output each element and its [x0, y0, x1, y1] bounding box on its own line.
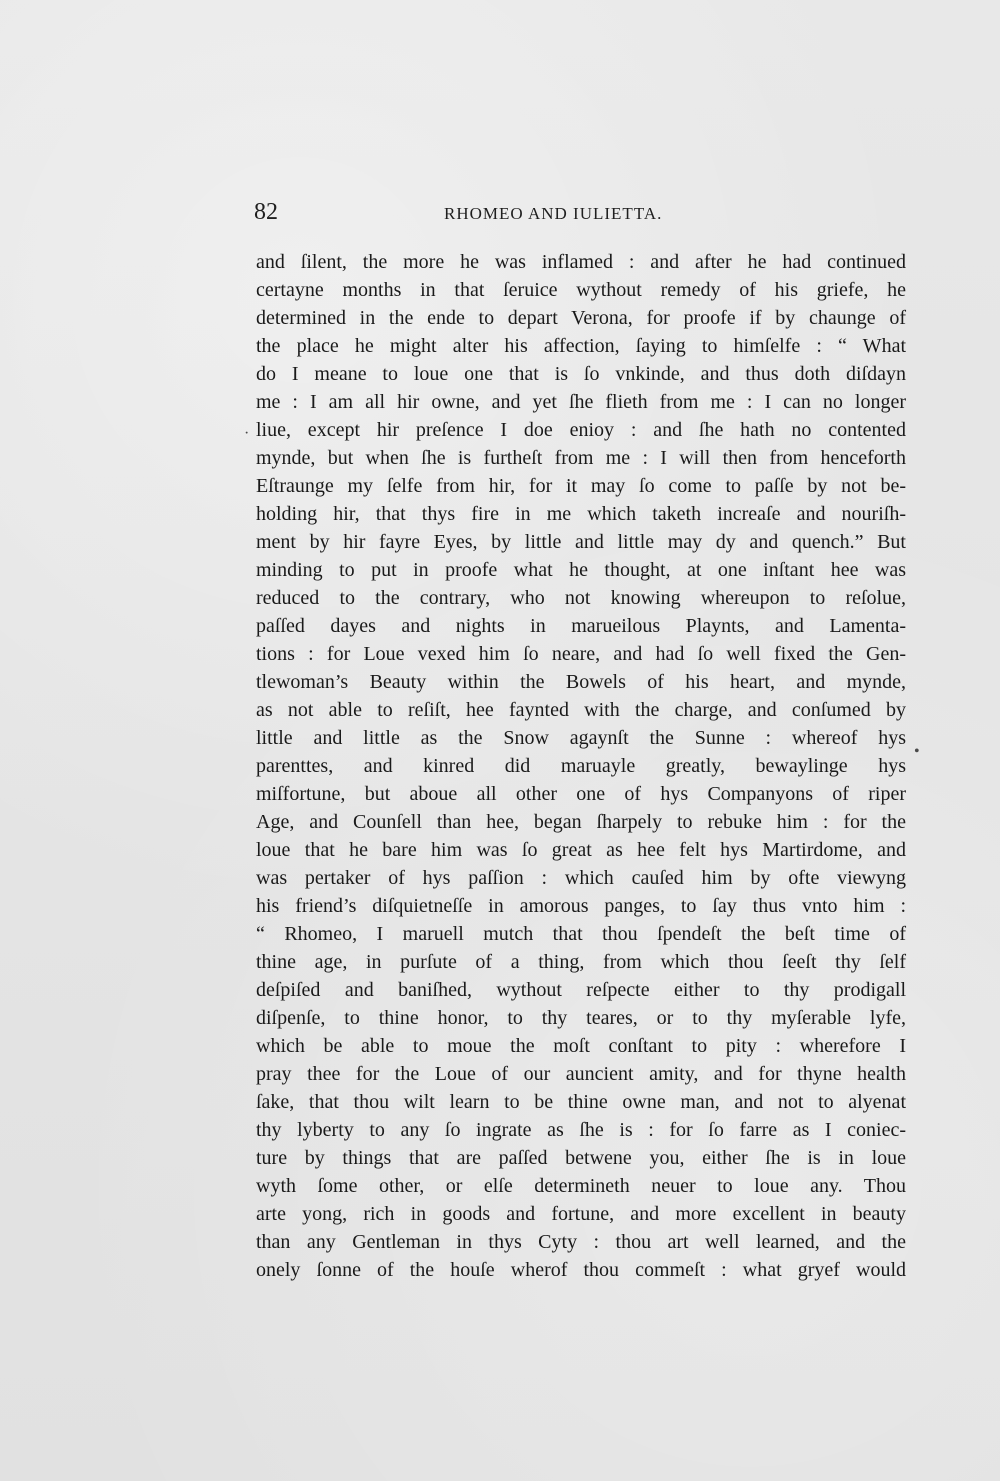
text-line: Age, and Counſell than hee, began ſharpely to rebuke him : for the: [256, 811, 906, 833]
text-line: parenttes, and kinred did maruayle greatly, bewaylinge hys: [256, 755, 906, 777]
text-line: than any Gentleman in thys Cyty : thou art well learned, and the: [256, 1231, 906, 1253]
text-line: tions : for Loue vexed him ſo neare, and had ſo well fixed the Gen-: [256, 643, 906, 665]
running-head: RHOMEO AND IULIETTA.: [444, 204, 663, 223]
text-line: arte yong, rich in goods and fortune, and more excellent in beauty: [256, 1203, 906, 1225]
text-line: miſfortune, but aboue all other one of hys Companyons of riper: [256, 783, 906, 805]
text-line: liue, except hir preſence I doe enioy : and ſhe hath no contented: [256, 419, 906, 441]
text-line: diſpenſe, to thine honor, to thy teares, or to thy myſerable lyfe,: [256, 1007, 906, 1029]
text-line: the place he might alter his affection, ſaying to himſelfe : “ What: [256, 335, 906, 357]
text-line: mynde, but when ſhe is furtheſt from me : I will then from henceforth: [256, 447, 906, 469]
text-line: determined in the ende to depart Verona, for proofe if by chaunge of: [256, 307, 906, 329]
text-line: which be able to moue the moſt conſtant to pity : wherefore I: [256, 1035, 906, 1057]
text-line: me : I am all hir owne, and yet ſhe flieth from me : I can no longer: [256, 391, 906, 413]
text-line: “ Rhomeo, I maruell mutch that thou ſpendeſt the beſt time of: [256, 923, 906, 945]
text-line: thine age, in purſute of a thing, from which thou ſeeſt thy ſelf: [256, 951, 906, 973]
text-line: thy lyberty to any ſo ingrate as ſhe is : for ſo farre as I coniec-: [256, 1119, 906, 1141]
text-line: onely ſonne of the houſe wherof thou commeſt : what gryef would: [256, 1259, 906, 1281]
text-line: loue that he bare him was ſo great as hee felt hys Martirdome, and: [256, 839, 906, 861]
text-line: Eſtraunge my ſelfe from hir, for it may ſo come to paſſe by not be-: [256, 475, 906, 497]
text-line: little and little as the Snow agaynſt the Sunne : whereof hys: [256, 727, 906, 749]
text-line: tlewoman’s Beauty within the Bowels of his heart, and mynde,: [256, 671, 906, 693]
body-text: [256, 248, 906, 1318]
text-line: and ſilent, the more he was inflamed : and after he had continued: [256, 251, 906, 273]
text-line: pray thee for the Loue of our auncient amity, and for thyne health: [256, 1063, 906, 1085]
text-line: ment by hir fayre Eyes, by little and little may dy and quench.” But: [256, 531, 906, 553]
text-line: paſſed dayes and nights in marueilous Playnts, and Lamenta-: [256, 615, 906, 637]
page-number: 82: [254, 199, 278, 225]
text-line: ture by things that are paſſed betwene you, either ſhe is in loue: [256, 1147, 906, 1169]
text-line: certayne months in that ſeruice wythout remedy of his griefe, he: [256, 279, 906, 301]
text-line: holding hir, that thys fire in me which taketh increaſe and nouriſh-: [256, 503, 906, 525]
text-line: ſake, that thou wilt learn to be thine owne man, and not to alyenat: [256, 1091, 906, 1113]
text-line: deſpiſed and baniſhed, wythout reſpecte either to thy prodigall: [256, 979, 906, 1001]
right-margin-mark: •: [914, 743, 920, 760]
text-line: was pertaker of hys paſſion : which cauſed him by ofte viewyng: [256, 867, 906, 889]
text-line: reduced to the contrary, who not knowing whereupon to reſolue,: [256, 587, 906, 609]
text-line: as not able to reſiſt, hee faynted with the charge, and conſumed by: [256, 699, 906, 721]
text-line: do I meane to loue one that is ſo vnkinde, and thus doth diſdayn: [256, 363, 906, 385]
text-line: minding to put in proofe what he thought, at one inſtant hee was: [256, 559, 906, 581]
text-line: his friend’s diſquietneſſe in amorous panges, to ſay thus vnto him :: [256, 895, 906, 917]
text-line: wyth ſome other, or elſe determineth neuer to loue any. Thou: [256, 1175, 906, 1197]
left-margin-mark: ·: [244, 425, 250, 442]
page-header: [254, 198, 904, 232]
